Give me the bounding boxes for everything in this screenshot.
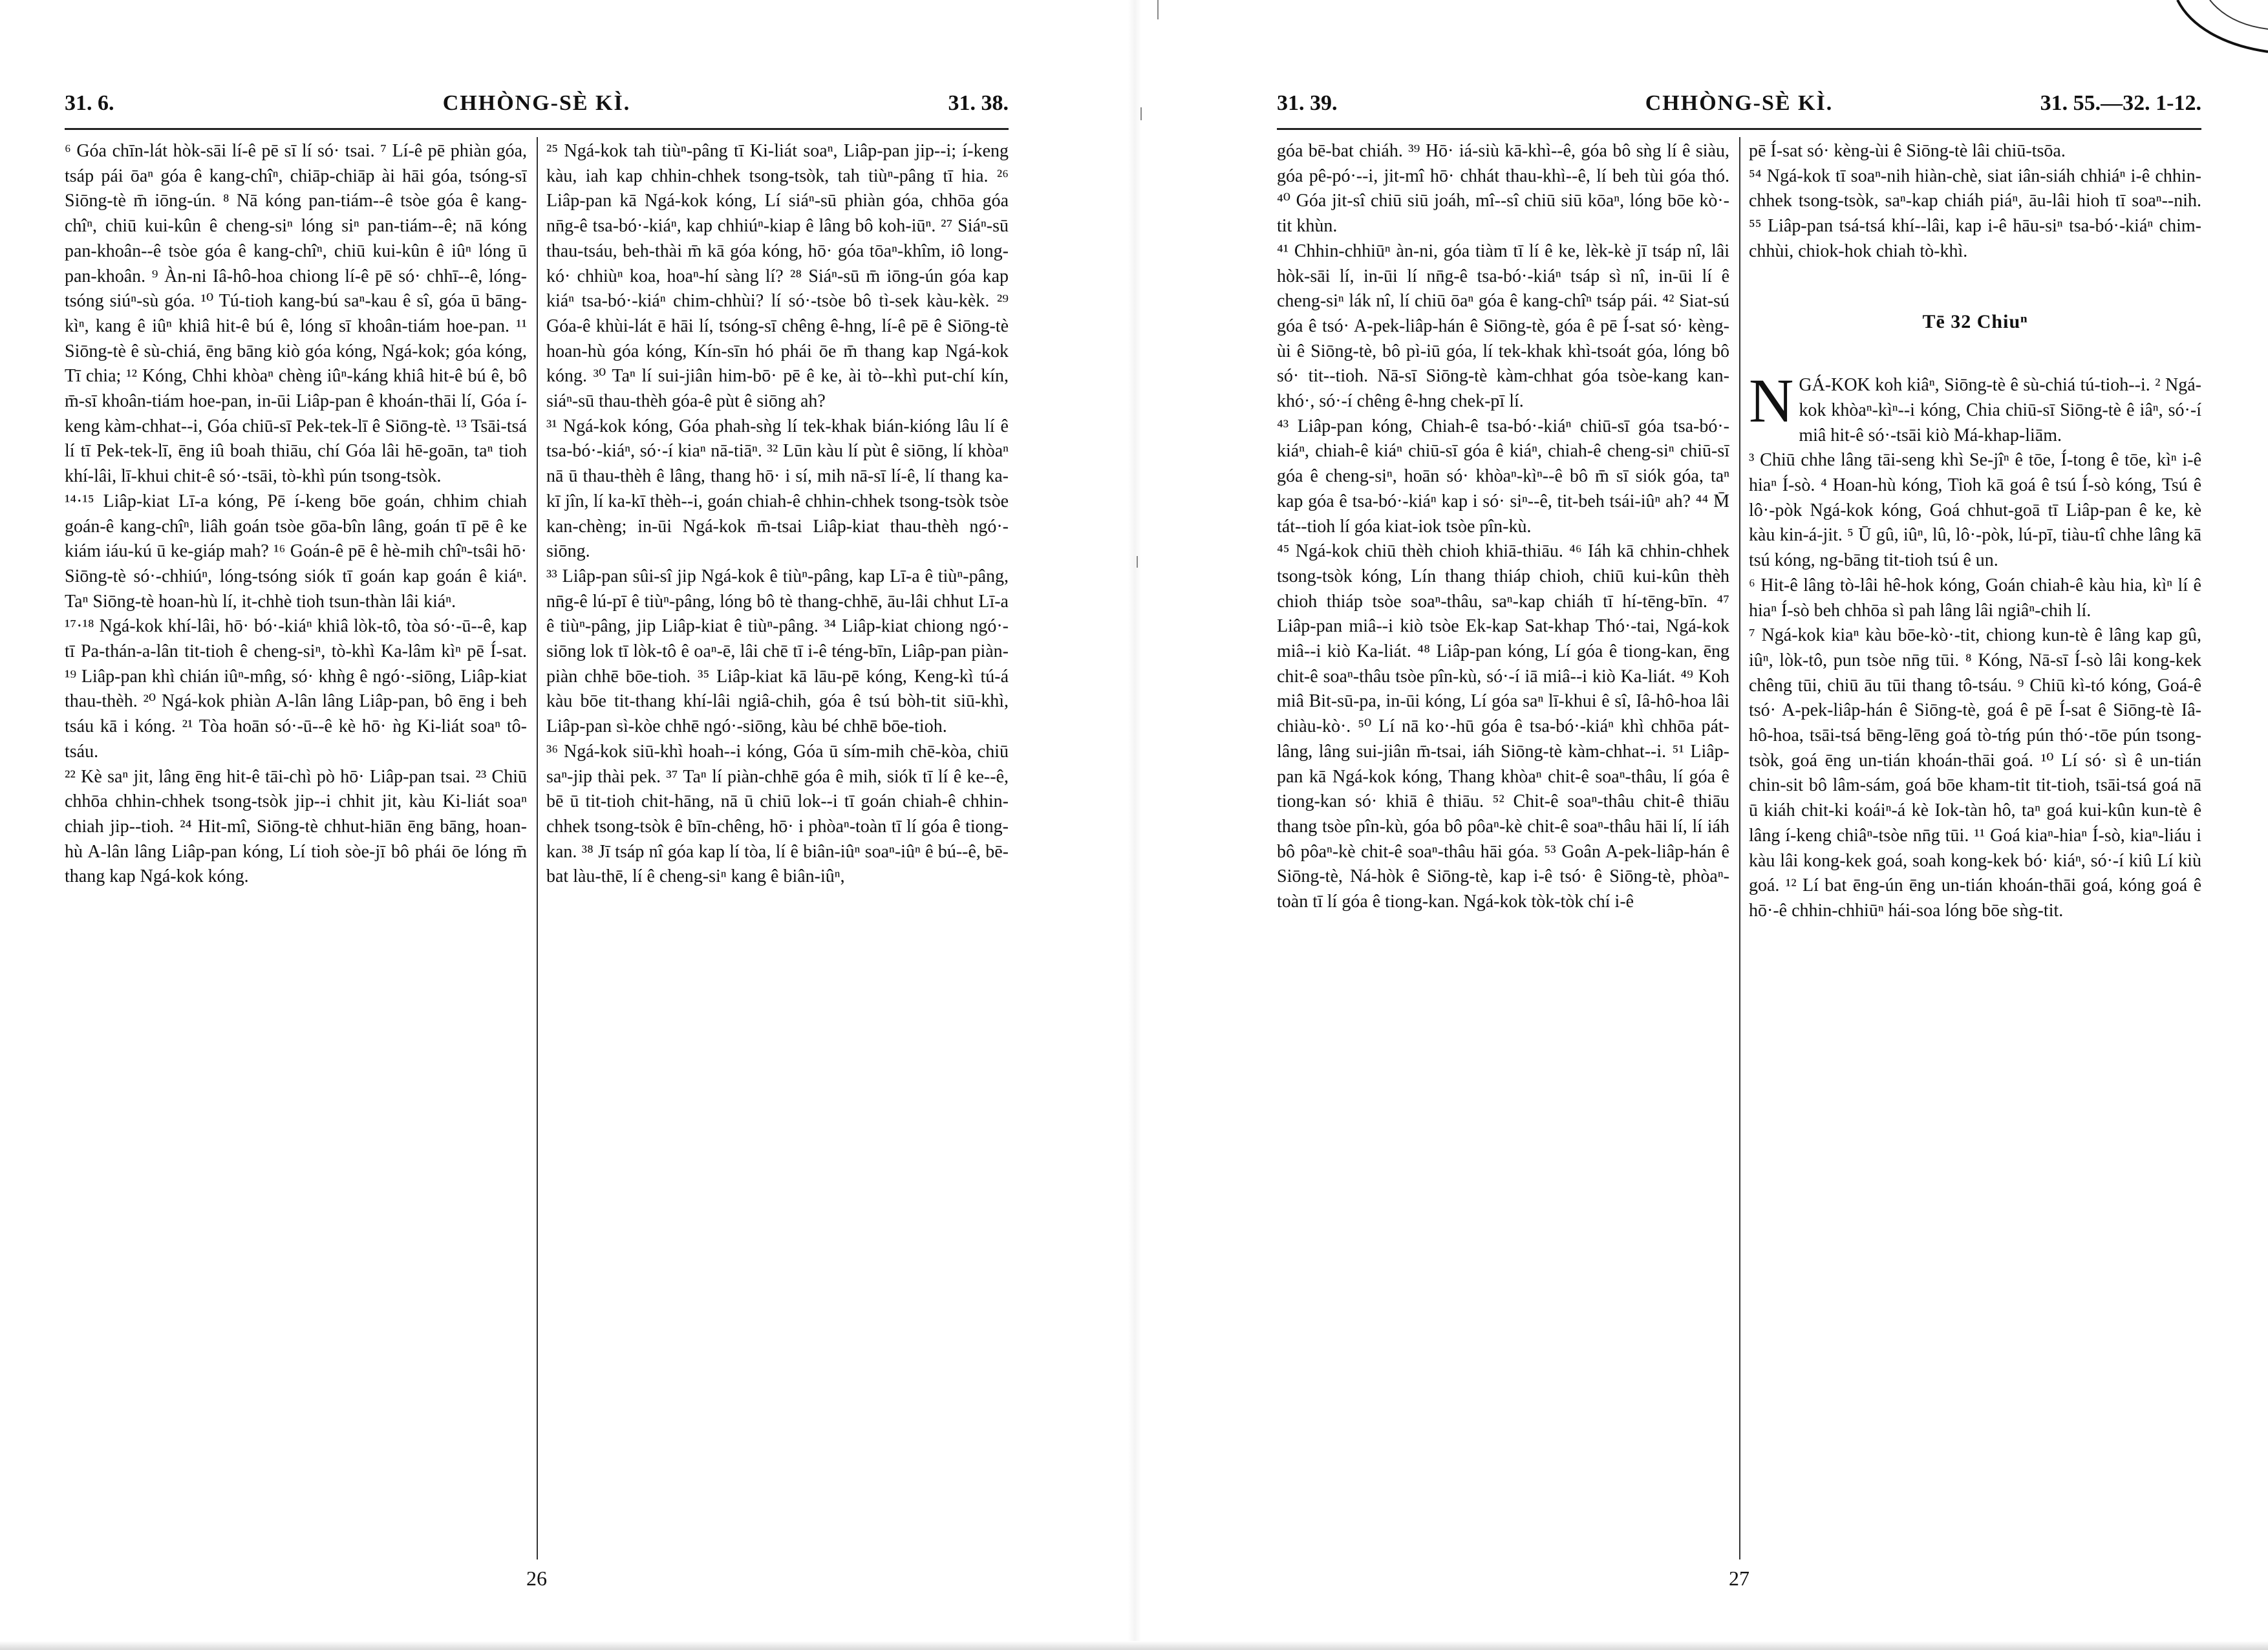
- left-column-divider: [537, 137, 538, 1559]
- chapter-opening-paragraph: [1749, 366, 2201, 448]
- verse-paragraph: ³¹ Ngá-kok kóng, Góa phah-sǹg lí tek-khak bián-kióng lâu lí ê tsa-bó·-kiáⁿ, só·-í kiaⁿ nā-tiāⁿ. ³² Lūn kàu lí pùt ê siōng, lí khòaⁿ nā ū thau-thèh ê lâng, thang hō· i sí, mih nā-sī lí-ê, lí thang ka-kī jîn, lí ka-kī thèh--i, goán chiah-ê chhin-chhek tsong-tsòk tsòe kan-chèng; in-ūi Ngá-kok m̄-tsai Liâp-kiat thau-thèh ngó·-siōng.: [546, 416, 1009, 562]
- drop-cap-letter: N: [1749, 366, 1794, 436]
- verse-paragraph: ³³ Liâp-pan sûi-sî jip Ngá-kok ê tiùⁿ-pâng, kap Lī-a ê tiùⁿ-pâng, nn̄g-ê lú-pī ê tiùⁿ-pâng, lóng bô tè thang-chhē, āu-lâi chhut Lī-a ê tiùⁿ-pâng, jip Liâp-kiat ê tiùⁿ-pâng. ³⁴ Liâp-kiat chiong ngó·-siōng lok tī lòk-tô ê oaⁿ-ē, lâi chē tī i-ê téng-bīn, Liâp-pan piàn-piàn chhē bōe-tioh. ³⁵ Liâp-kiat kā lāu-pē kóng, Keng-kì tú-á kàu bōe tit-thang khí-lâi ngiâ-chih, góa ê tsú bòh-tit siū-khì, Liâp-pan sì-kòe chhē ngó·-siōng, kàu bé chhē bōe-tioh.: [546, 566, 1009, 737]
- verse-paragraph: ³ Chiū chhe lâng tāi-seng khì Se-jîⁿ ê tōe, Í-tong ê tōe, kìⁿ i-ê hiaⁿ Í-sò. ⁴ Hoan-hù kóng, Tioh kā goá ê tsú Í-sò kóng, Tsú ê lô·-pòk Ngá-kok kóng, Goá chhut-goā tī Liâp-pan ê ke, kè kàu kin-á-jit. ⁵ Ū gû, iûⁿ, lû, lô·-pòk, lú-pī, tiàu-tî chhe lâng kā tsú kóng, ng-bāng tit-tioh tsú ê un.: [1749, 450, 2201, 571]
- left-column-a: [65, 139, 527, 1555]
- left-column-b: [546, 139, 1009, 1555]
- right-header-rule: [1277, 128, 2201, 130]
- verse-paragraph: ⁵⁴ Ngá-kok tī soaⁿ-nih hiàn-chè, siat iân-siáh chhiáⁿ i-ê chhin-chhek tsong-tsòk, saⁿ-kap chiáh piáⁿ, āu-lâi hioh tī soaⁿ--nih. ⁵⁵ Liâp-pan tsá-tsá khí--lâi, kap i-ê hāu-siⁿ tsa-bó·-kiáⁿ chim-chhùi, chiok-hok chiah tò-khì.: [1749, 166, 2201, 261]
- verse-paragraph: ⁷ Ngá-kok kiaⁿ kàu bōe-kò·-tit, chiong kun-tè ê lâng kap gû, iûⁿ, lòk-tô, pun tsòe nn̄g tūi. ⁸ Kóng, Nā-sī Í-sò lâi kong-kek chêng tūi, chiū āu tūi thang tô-tsáu. ⁹ Chiū kì-tó kóng, Goá-ê tsó· A-pek-liâp-hán ê Siōng-tè, goá ê pē Í-sat ê Siōng-tè Iâ-hô-hoa, tsāi-tsá bēng-lēng goá tò-tńg pún thó·-tōe pún tsong-tsòk, goá ēng un-tián khoán-thāi goá. ¹⁰ Lí só· sì ê un-tián chin-sit bô lâm-sám, goá bōe kham-tit tit-tioh, tsāi-tsá goá nā ū kiáh chit-ki koáiⁿ-á kè Iok-tàn hô, taⁿ goá kui-kûn kun-tè ê lâng í-keng chiâⁿ-tsòe nn̄g tūi. ¹¹ Goá kiaⁿ-hiaⁿ Í-sò, kiaⁿ-liáu i kàu lâi kong-kek goá, soah kong-kek bó· kiáⁿ, só·-í kiû Lí kiù goá. ¹² Lí bat ēng-ún ēng un-tián khoán-thāi goá, kóng goá ê hō·-ê chhin-chhiūⁿ hái-soa lóng bōe sǹg-tit.: [1749, 625, 2201, 921]
- right-header-end-ref: 31. 55.—32. 1-12.: [2040, 91, 2201, 115]
- verse-paragraph: ¹⁴·¹⁵ Liâp-kiat Lī-a kóng, Pē í-keng bōe goán, chhim chiah goán-ê kang-chîⁿ, liâh goán tsòe gōa-bîn lâng, goán tī pē ê ke kiám iáu-kú ū ke-giáp mah? ¹⁶ Goán-ê pē ê hè-mih chîⁿ-tsâi hō· Siōng-tè só·-chhiúⁿ, lóng-tsóng siók tī goán kap goán ê kiáⁿ. Taⁿ Siōng-tè hoan-hù lí, it-chhè tioh tsun-thàn lâi kiáⁿ.: [65, 491, 527, 612]
- verse-paragraph: ⁶ Hit-ê lâng tò-lâi hê-hok kóng, Goán chiah-ê kàu hia, kìⁿ lí ê hiaⁿ Í-sò beh chhōa sì pah lâng lâi ngiâⁿ-chih lí.: [1749, 575, 2201, 621]
- right-column-divider: [1739, 137, 1740, 1559]
- left-header-start-ref: 31. 6.: [65, 91, 114, 115]
- page-corner-curl: [2171, 0, 2268, 71]
- verse-paragraph: pē Í-sat só· kèng-ùi ê Siōng-tè lâi chiū-tsōa.: [1749, 141, 2066, 161]
- verse-paragraph: ²⁵ Ngá-kok tah tiùⁿ-pâng tī Ki-liát soaⁿ, Liâp-pan jip--i; í-keng kàu, iah kap chhin-chhek tsong-tsòk, tah tiùⁿ-pâng tī hia. ²⁶ Liâp-pan kā Ngá-kok kóng, Lí siáⁿ-sū phiàn góa, chhōa góa nn̄g-ê tsa-bó·-kiáⁿ, kap chhiúⁿ-kiap ê lâng bô koh-iūⁿ. ²⁷ Siáⁿ-sū thau-tsáu, beh-thài m̄ kā góa kóng, hō· góa tōaⁿ-khîm, iô long-kó· chhiùⁿ koa, hoaⁿ-hí sàng lí? ²⁸ Siáⁿ-sū m̄ iōng-ún góa kap kiáⁿ tsa-bó·-kiáⁿ chim-chhùi? lí só·-tsòe bô tì-sek kàu-kèk. ²⁹ Góa-ê khùi-lát ē hāi lí, tsóng-sī chêng ê-hng, lí-ê pē ê Siōng-tè hoan-hù góa kóng, Kín-sīn hó phái ōe m̄ thang kap Ngá-kok kóng. ³⁰ Taⁿ lí sui-jiân him-bō· pē ê ke, ài tò--khì put-chí kín, siáⁿ-sū thau-thèh góa-ê pùt ê siōng ah?: [546, 141, 1009, 412]
- spine-shadow: [1128, 0, 1141, 1650]
- right-header-start-ref: 31. 39.: [1277, 91, 1338, 115]
- gutter-mark-middle: [1137, 556, 1138, 568]
- chapter-heading: Tē 32 Chiuⁿ: [1922, 310, 2028, 332]
- scan-bottom-edge: [0, 1641, 2268, 1650]
- left-header-title: CHHÒNG-SÈ KÌ.: [442, 91, 631, 115]
- left-running-head: [65, 87, 1009, 120]
- right-column-a: [1277, 139, 1729, 1555]
- left-header-rule: [65, 128, 1009, 130]
- verse-paragraph: ⁴¹ Chhin-chhiūⁿ àn-ni, góa tiàm tī lí ê ke, lèk-kè jī tsáp nî, lâi hòk-sāi lí, in-ūi lí nn̄g-ê tsa-bó·-kiáⁿ tsáp sì nî, in-ūi lí ê cheng-siⁿ lák nî, lí chiū ōaⁿ góa ê kang-chîⁿ tsáp pái. ⁴² Siat-sú góa ê tsó· A-pek-liâp-hán ê Siōng-tè, góa ê pē Í-sat só· kèng-ùi ê Siōng-tè, bô pì-iū góa, lí tek-khak khì-tsoát góa, lóng bô só· tit--tioh. Nā-sī Siōng-tè kàm-chhat góa tsòe-kang kan-khó·, só·-í chêng ê-hng chek-pī lí.: [1277, 241, 1729, 412]
- right-page-number: 27: [1729, 1567, 1749, 1590]
- verse-paragraph: ⁶ Góa chīn-lát hòk-sāi lí-ê pē sī lí só· tsai. ⁷ Lí-ê pē phiàn góa, tsáp pái ōaⁿ góa ê kang-chîⁿ, chiāp-chiāp ài hāi góa, tsóng-sī Siōng-tè m̄ iōng-ún. ⁸ Nā kóng pan-tiám--ê tsòe góa ê kang-chîⁿ, chiū kui-kûn ê cheng-siⁿ lóng siⁿ pan-tiám--ê; nā kóng pan-khoân--ê tsòe góa ê kang-chîⁿ, chiū kui-kûn ê iûⁿ lóng ū pan-khoân. ⁹ Àn-ni Iâ-hô-hoa chiong lí-ê pē só· chhī--ê, lóng-tsóng siúⁿ-sù góa. ¹⁰ Tú-tioh kang-bú saⁿ-kau ê sî, góa ū bāng-kìⁿ, kang ê iûⁿ khiâ hit-ê bú ê, lóng sī khoân-tiám hoe-pan. ¹¹ Siōng-tè ê sù-chiá, ēng bāng kiò góa kóng, Ngá-kok; góa kóng, Tī chia; ¹² Kóng, Chhi khòaⁿ chèng iûⁿ-káng khiâ hit-ê bú ê, bô m̄-sī khoân-tiám hoe-pan, in-ūi Liâp-pan ê khoán-thāi lí, Góa í-keng kàm-chhat--i, Góa chiū-sī Pek-tek-lī ê Siōng-tè. ¹³ Tsāi-tsá lí tī Pek-tek-lī, ēng iû boah thiāu, chí Góa lâi hē-goān, taⁿ tioh khí-lâi, lī-khui chit-ê só·-tsāi, tò-khì pún tsong-tsòk.: [65, 141, 527, 487]
- right-header-title: CHHÒNG-SÈ KÌ.: [1645, 91, 1834, 115]
- gutter-mark-top: [1157, 0, 1159, 19]
- verse-paragraph: ⁴³ Liâp-pan kóng, Chiah-ê tsa-bó·-kiáⁿ chiū-sī góa tsa-bó·-kiáⁿ, chiah-ê kiáⁿ chiū-sī góa ê kiáⁿ, chiah-ê cheng-siⁿ chiū-sī góa ê cheng-siⁿ, hoān só· khòaⁿ-kìⁿ--ê bô m̄ sī siók góa, taⁿ kap góa ê tsa-bó·-kiáⁿ kap i só· siⁿ--ê, tit-beh tsái-iûⁿ ah? ⁴⁴ M̄ tát--tioh lí góa kiat-iok tsòe pîn-kù.: [1277, 416, 1729, 537]
- left-header-end-ref: 31. 38.: [948, 91, 1009, 115]
- right-column-b: [1749, 139, 2201, 1555]
- left-page: [65, 78, 1009, 1603]
- chapter-opening-text: GÁ-KOK koh kiâⁿ, Siōng-tè ê sù-chiá tú-tioh--i. ² Ngá-kok khòaⁿ-kìⁿ--i kóng, Chia chiū-sī Siōng-tè ê iâⁿ, só·-í miâ hit-ê só·-tsāi kiò Má-khap-liām.: [1799, 375, 2201, 445]
- right-page: [1277, 78, 2201, 1603]
- left-page-number: 26: [526, 1567, 547, 1590]
- verse-paragraph: góa bē-bat chiáh. ³⁹ Hō· iá-siù kā-khì--ê, góa bô sǹg lí ê siàu, góa pê-pó·--i, jit-mî hō· chhát thau-khì--ê, lí beh tùi góa thó. ⁴⁰ Góa jit-sî chiū siū joáh, mî--sî chiū siū kōaⁿ, lóng bōe kò·-tit khùn.: [1277, 141, 1729, 237]
- right-running-head: [1277, 87, 2201, 120]
- gutter-mark-upper: [1140, 107, 1142, 120]
- verse-paragraph: ²² Kè saⁿ jit, lâng ēng hit-ê tāi-chì pò hō· Liâp-pan tsai. ²³ Chiū chhōa chhin-chhek tsong-tsòk jip--i chhit jit, kàu Ki-liát soaⁿ chiah jip--tioh. ²⁴ Hit-mî, Siōng-tè chhut-hiān ēng bāng, hoan-hù A-lân lâng Liâp-pan kóng, Lí tioh sòe-jī bô phái ōe lóng m̄ thang kap Ngá-kok kóng.: [65, 766, 527, 887]
- verse-paragraph: ¹⁷·¹⁸ Ngá-kok khí-lâi, hō· bó·-kiáⁿ khiâ lòk-tô, tòa só·-ū--ê, kap tī Pa-thán-a-lân tit-tioh ê cheng-siⁿ, tò-khì Ka-lâm kìⁿ pē Í-sat. ¹⁹ Liâp-pan khì chián iûⁿ-mn̂g, só· khǹg ê ngó·-siōng, Liâp-kiat thau-thèh. ²⁰ Ngá-kok phiàn A-lân lâng Liâp-pan, bô ēng i beh tsáu kā i kóng. ²¹ Tòa hoān só·-ū--ê kè hō· ǹg Ki-liát soaⁿ tô-tsáu.: [65, 616, 527, 762]
- verse-paragraph: ³⁶ Ngá-kok siū-khì hoah--i kóng, Góa ū sím-mih chē-kòa, chiū saⁿ-jip thài pek. ³⁷ Taⁿ lí piàn-chhē góa ê mih, siók tī lí ê ke--ê, bē ū tit-tioh chit-hāng, nā ū chiū lok--i tī goán chiah-ê chhin-chhek tsong-tsòk ê bīn-chêng, hō· i phòaⁿ-toàn tī lí góa ê tiong-kan. ³⁸ Jī tsáp nî góa kap lí tòa, lí ê biân-iûⁿ soaⁿ-iûⁿ ê bú--ê, bē-bat làu-thē, lí ê cheng-siⁿ kang ê biân-iûⁿ,: [546, 741, 1009, 887]
- verse-paragraph: ⁴⁵ Ngá-kok chiū thèh chioh khiā-thiāu. ⁴⁶ Iáh kā chhin-chhek tsong-tsòk kóng, Lín thang thiáp chioh, chiū kui-kûn thèh chioh thiáp tsòe soaⁿ-thâu, saⁿ-kap chiáh tī hí-tēng-bīn. ⁴⁷ Liâp-pan miâ--i kiò tsòe Ek-kap Sat-khap Thó·-tai, Ngá-kok miâ--i kiò Ka-liát. ⁴⁸ Liâp-pan kóng, Lí góa ê tiong-kan, ēng chit-ê soaⁿ-thâu tsòe pîn-kù, só·-í iā miâ--i kiò Ka-liát. ⁴⁹ Koh miâ Bit-sū-pa, in-ūi kóng, Lí góa saⁿ lī-khui ê sî, Iâ-hô-hoa lâi chiàu-kò·. ⁵⁰ Lí nā ko·-hū góa ê tsa-bó·-kiáⁿ khì chhōa pát-lâng, lâng sui-jiân m̄-tsai, iáh Siōng-tè kàm-chhat--i. ⁵¹ Liâp-pan kā Ngá-kok kóng, Thang khòaⁿ chit-ê soaⁿ-thâu, lí góa ê tiong-kan só· khiā ê thiāu. ⁵² Chit-ê soaⁿ-thâu chit-ê thiāu thang tsòe pîn-kù, góa bô pôaⁿ-kè chit-ê soaⁿ-thâu hāi lí, lí iáh bô pôaⁿ-kè chit-ê soaⁿ-thâu hāi góa. ⁵³ Goân A-pek-liâp-hán ê Siōng-tè, Ná-hòk ê Siōng-tè, kap i-ê tsó· ê Siōng-tè, phòaⁿ-toàn tī lí góa ê tiong-kan. Ngá-kok tòk-tòk chí i-ê: [1277, 541, 1729, 912]
